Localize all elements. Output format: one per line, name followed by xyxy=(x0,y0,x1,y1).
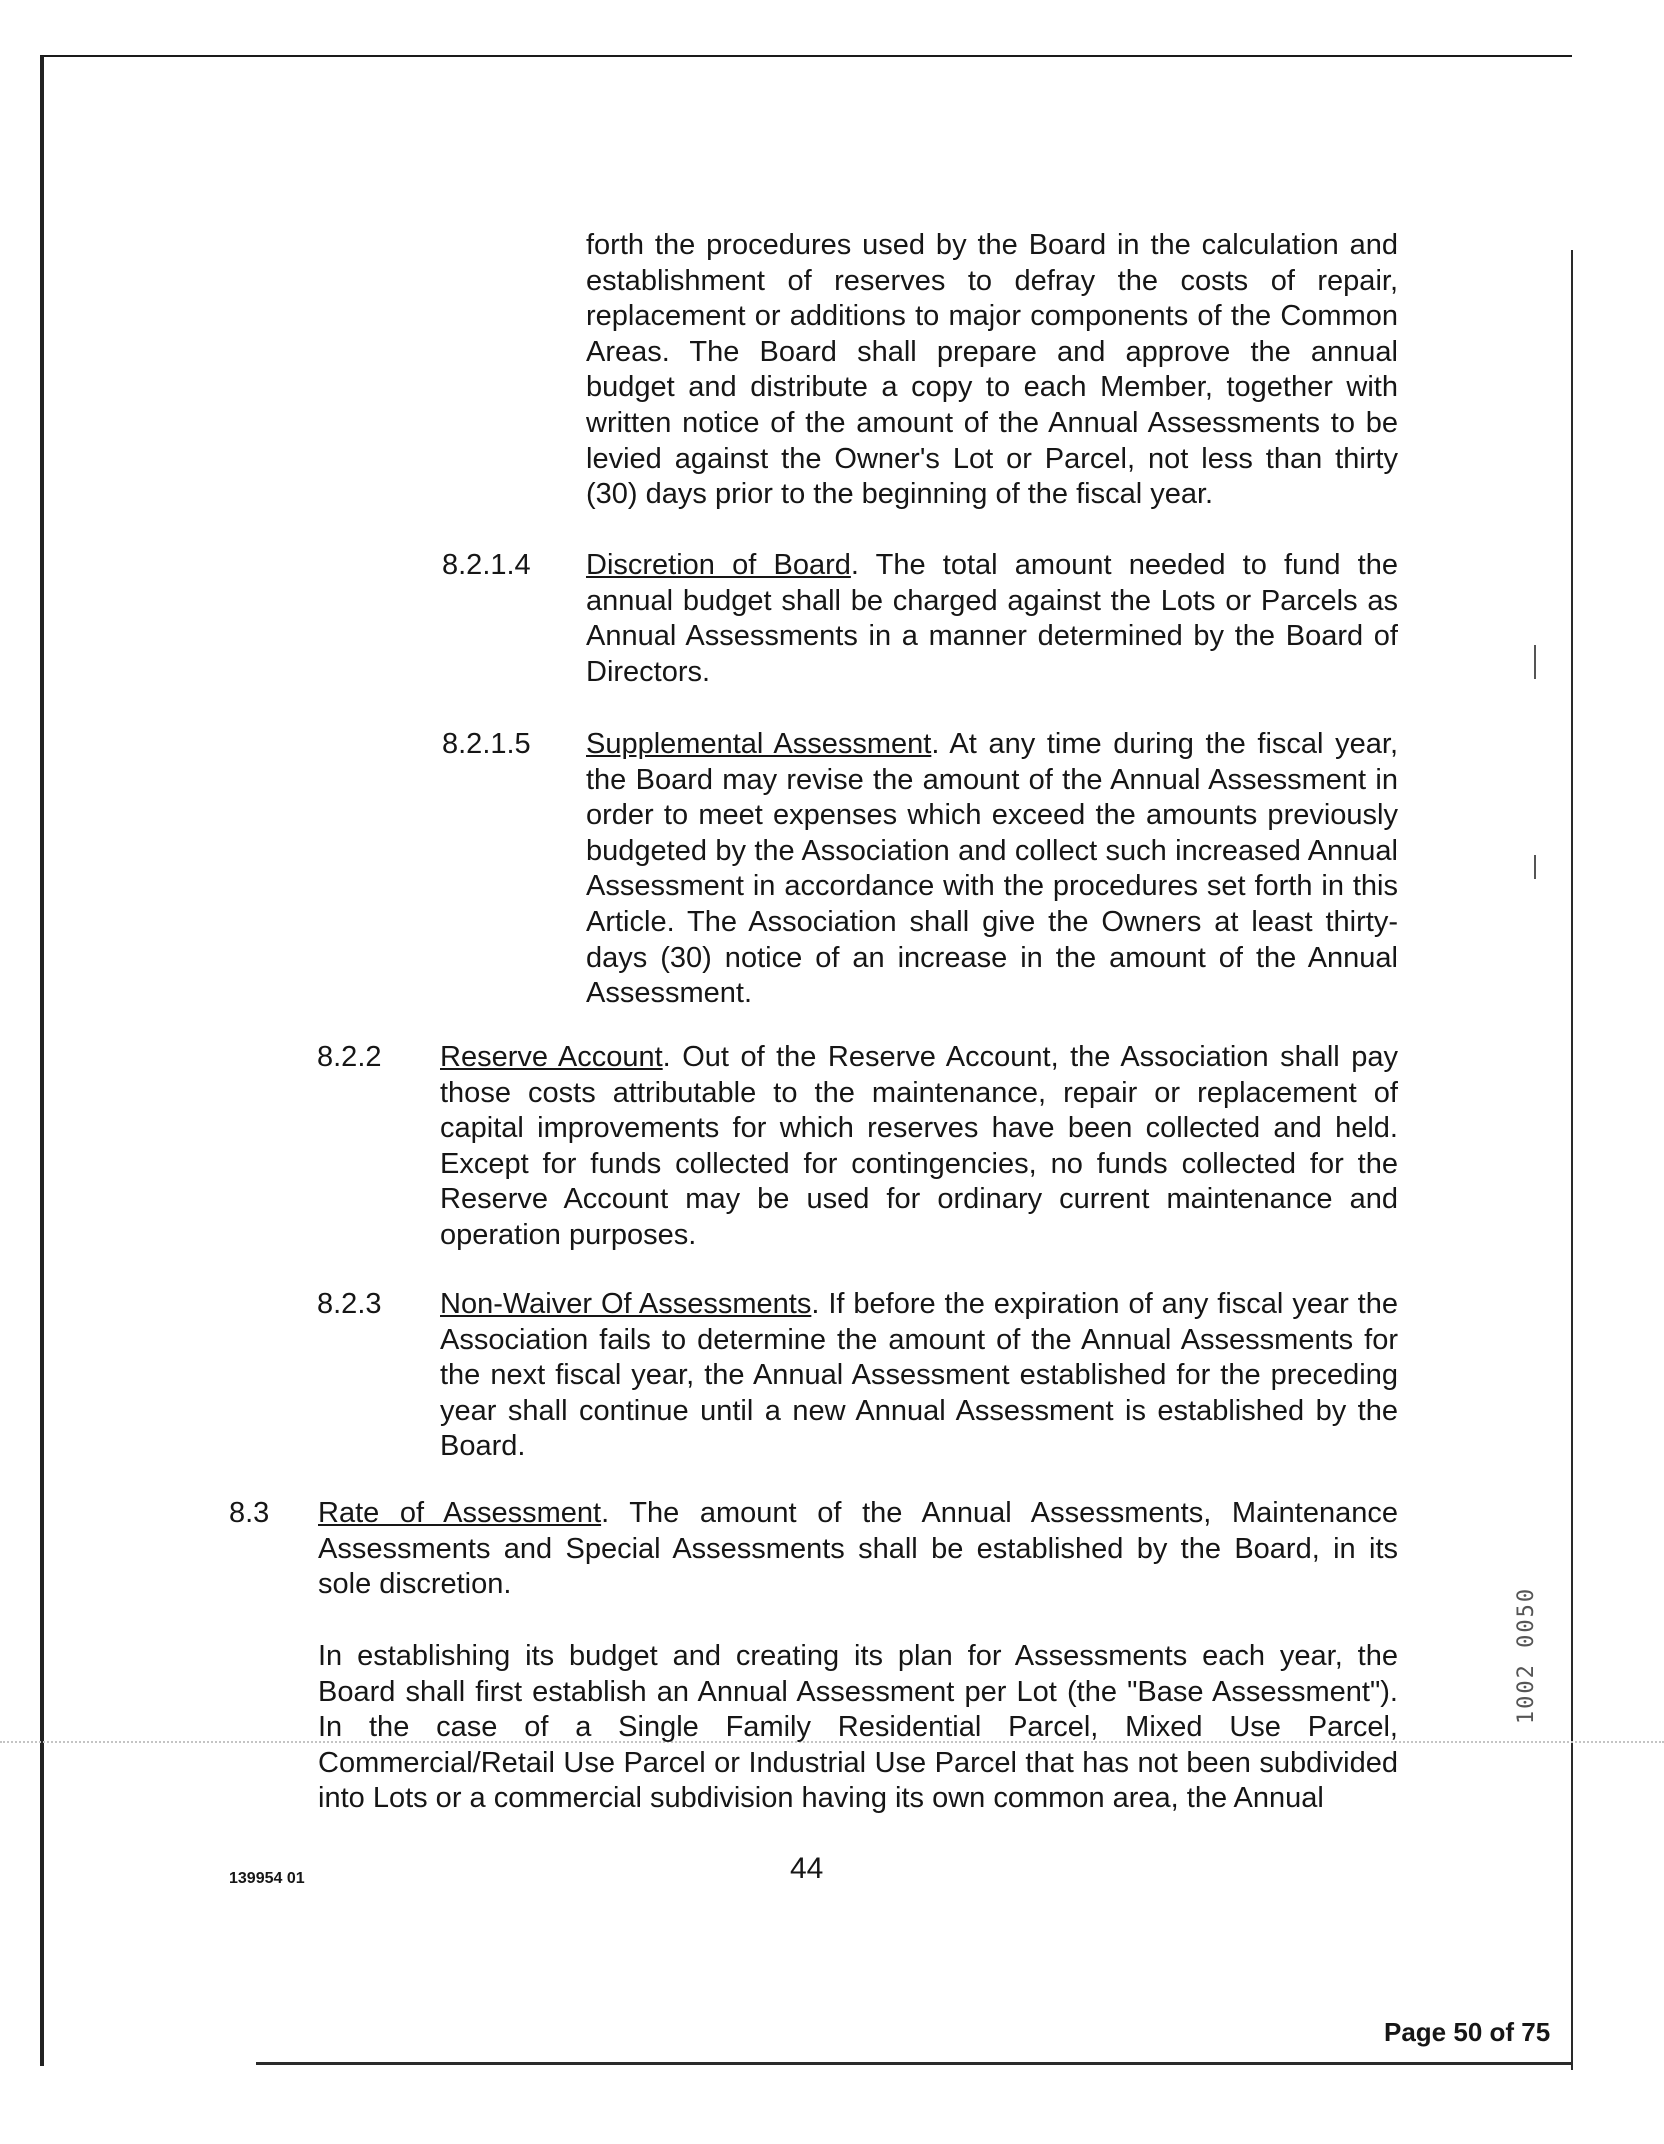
section-heading: Supplemental Assessment xyxy=(586,728,932,760)
section-heading: Non-Waiver Of Assessments xyxy=(440,1288,812,1320)
section-8-2-3 xyxy=(440,1287,1398,1465)
paragraph-body: forth the procedures used by the Board in the calculation and establishment of reserves to defray the costs of repair, replacement or additions to major components of the Common Areas. The Board shall prepare and approve the annual budget and distribute a copy to each Member, together with written notice of the amount of the Annual Assessments to be levied against the Owner's Lot or Parcel, not less than thirty (30) days prior to the beginning of the fiscal year. xyxy=(586,229,1398,511)
top-border-line xyxy=(40,55,1572,57)
section-8-2-2 xyxy=(440,1040,1398,1254)
page-of-label: Page 50 of 75 xyxy=(1384,2017,1551,2047)
margin-stamp-text: 1002 0050 xyxy=(1514,1586,1540,1724)
right-border-line xyxy=(1571,250,1573,2070)
left-border-line xyxy=(40,56,44,2066)
paragraph-body: In establishing its budget and creating its plan for Assessments each year, the Board shall first establish an Annual Assessment per Lot (the "Base Assessment"). In the case of a Single Family Residential Parcel, Mixed Use Parcel, Commercial/Retail Use Parcel or Industrial Use Parcel that has not been subdivided into Lots or a commercial subdivision having its own common area, the Annual xyxy=(318,1640,1398,1815)
section-heading: Discretion of Board xyxy=(586,549,851,581)
bottom-border-line xyxy=(256,2062,1572,2065)
paragraph-continuation xyxy=(586,228,1398,513)
section-number: 8.2.2 xyxy=(317,1041,382,1073)
section-number: 8.3 xyxy=(229,1497,270,1529)
margin-stamp xyxy=(1515,1500,1539,1810)
section-body: . If before the expiration of any fiscal year the Association fails to determine the amount of the Annual Assessments for the next fiscal year, the Annual Assessment established for the preceding year shall continue until a new Annual Assessment is established by the Board. xyxy=(440,1288,1398,1463)
section-body: . Out of the Reserve Account, the Association shall pay those costs attributable to the maintenance, repair or replacement of capital improvements for which reserves have been collected and held. Except for funds collected for contingencies, no funds collected for the Reserve Account may be used for ordinary current maintenance and operation purposes. xyxy=(440,1041,1398,1251)
section-8-2-1-4 xyxy=(586,548,1398,690)
section-body: . At any time during the fiscal year, the Board may revise the amount of the Annual Assessment in order to meet expenses which exceed the amounts previously budgeted by the Association and collect such increased Annual Assessment in accordance with the procedures set forth in this Article. The Association shall give the Owners at least thirty-days (30) notice of an increase in the amount of the Annual Assessment. xyxy=(586,728,1399,1010)
section-number: 8.2.1.4 xyxy=(442,549,531,581)
section-body: . The amount of the Annual Assessments, Maintenance Assessments and Special Assessments shall be established by the Board, in its sole discretion. xyxy=(318,1497,1398,1601)
footer-document-id: 139954 01 xyxy=(229,1870,305,1887)
section-heading: Rate of Assessment xyxy=(318,1497,602,1529)
section-heading: Reserve Account xyxy=(440,1041,663,1073)
margin-tick xyxy=(1534,855,1536,879)
section-number: 8.2.1.5 xyxy=(442,728,531,760)
section-8-3 xyxy=(318,1496,1398,1603)
section-8-2-1-5 xyxy=(586,727,1398,1012)
section-8-3-paragraph-2 xyxy=(318,1639,1398,1817)
section-body: . The total amount needed to fund the annual budget shall be charged against the Lots or Parcels as Annual Assessments in a manner determined by the Board of Directors. xyxy=(586,549,1398,688)
margin-tick xyxy=(1534,645,1536,679)
footer-page-number: 44 xyxy=(790,1852,824,1885)
section-number: 8.2.3 xyxy=(317,1288,382,1320)
